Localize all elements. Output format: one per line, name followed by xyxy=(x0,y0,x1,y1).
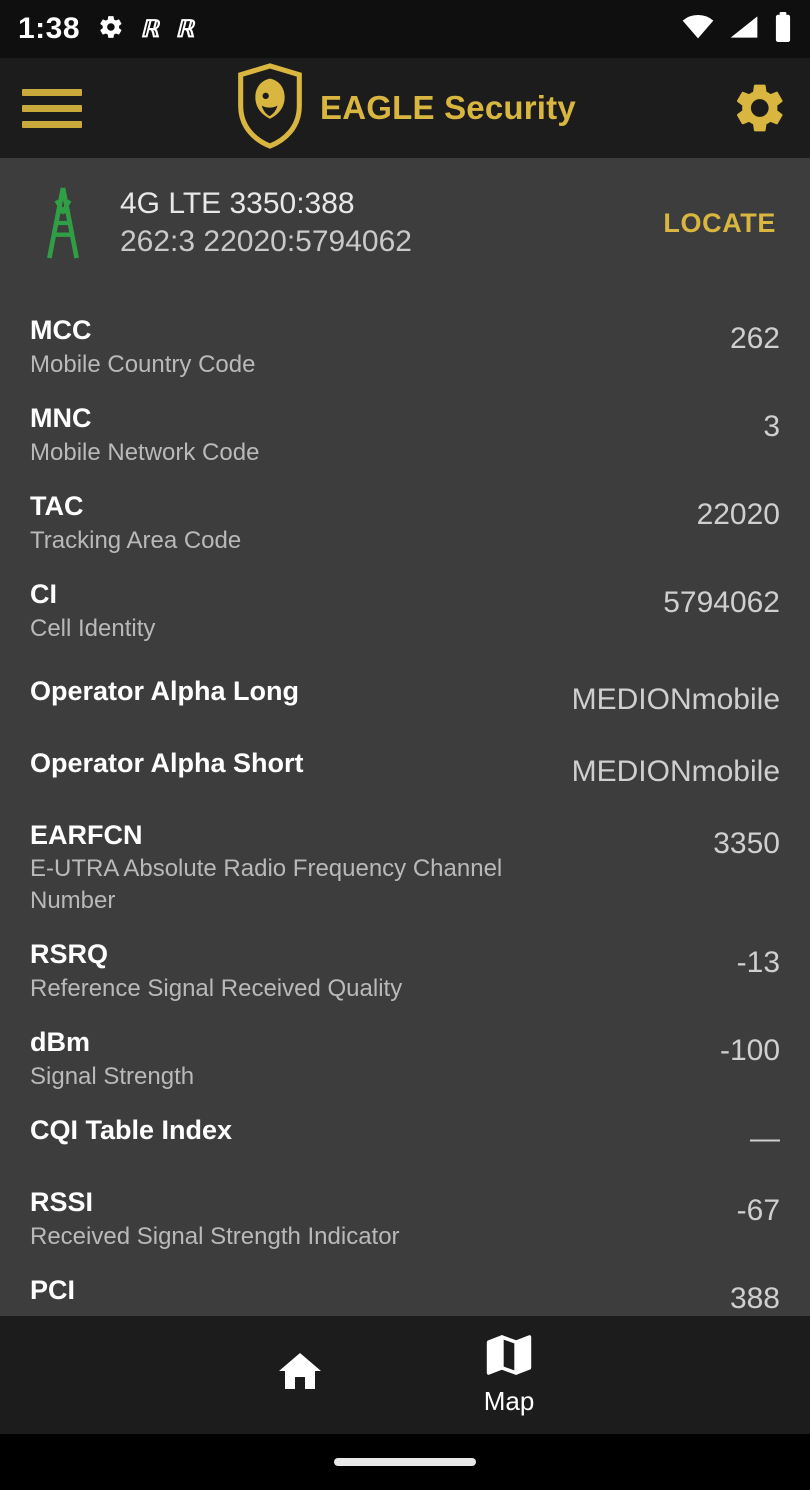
table-row[interactable] xyxy=(30,1114,780,1156)
row-value: — xyxy=(750,1122,780,1156)
signal-icon xyxy=(728,14,760,45)
row-name: Operator Alpha Short xyxy=(30,747,304,778)
cell-detail-list xyxy=(0,284,810,1316)
nav-item-map[interactable] xyxy=(484,1333,535,1417)
cell-tower-icon xyxy=(30,184,96,262)
row-name: dBm xyxy=(30,1026,90,1057)
app-bar xyxy=(0,58,810,158)
table-row[interactable] xyxy=(30,819,780,916)
row-name: EARFCN xyxy=(30,819,143,850)
row-desc: Signal Strength xyxy=(30,1062,195,1090)
r-rated-icon: ℝ xyxy=(175,16,195,43)
row-value: -13 xyxy=(736,945,780,979)
cell-summary xyxy=(120,185,663,262)
battery-icon xyxy=(774,12,792,47)
table-row[interactable] xyxy=(30,578,780,644)
hamburger-menu-icon[interactable] xyxy=(22,89,82,128)
row-name: MNC xyxy=(30,403,92,434)
table-row[interactable] xyxy=(30,747,780,789)
status-notification-icons xyxy=(98,14,194,45)
row-name: TAC xyxy=(30,491,84,522)
table-row[interactable] xyxy=(30,1274,780,1316)
table-row[interactable] xyxy=(30,314,780,380)
gesture-navigation-bar[interactable] xyxy=(0,1434,810,1490)
table-row[interactable] xyxy=(30,675,780,717)
row-value: 3350 xyxy=(713,826,780,860)
status-bar xyxy=(0,0,810,58)
table-row[interactable] xyxy=(30,1186,780,1252)
row-desc: E-UTRA Absolute Radio Frequency Channel Number xyxy=(30,855,503,914)
row-name: CQI Table Index xyxy=(30,1115,233,1146)
cell-summary-line2: 262:3 22020:5794062 xyxy=(120,225,412,258)
table-row[interactable] xyxy=(30,938,780,1004)
row-desc: Mobile Country Code xyxy=(30,350,256,378)
locate-button[interactable]: LOCATE xyxy=(663,207,776,238)
row-desc: Received Signal Strength Indicator xyxy=(30,1223,400,1250)
table-row[interactable] xyxy=(30,402,780,468)
bottom-navigation xyxy=(0,1316,810,1434)
row-desc: Tracking Area Code xyxy=(30,527,242,555)
row-name: RSRQ xyxy=(30,938,109,969)
status-system-icons xyxy=(682,12,792,47)
row-name: CI xyxy=(30,579,57,610)
row-value: MEDIONmobile xyxy=(571,754,780,788)
row-value: MEDIONmobile xyxy=(571,682,780,716)
row-value: -100 xyxy=(719,1033,780,1067)
cell-summary-line1: 4G LTE 3350:388 xyxy=(120,186,355,220)
app-title: EAGLE Security xyxy=(320,89,576,126)
row-name: MCC xyxy=(30,315,92,345)
row-name: Operator Alpha Long xyxy=(30,675,299,706)
row-desc: Mobile Network Code xyxy=(30,439,260,467)
row-value: 3 xyxy=(763,410,780,444)
row-value: -67 xyxy=(736,1194,780,1228)
cell-header[interactable] xyxy=(0,158,810,284)
wifi-icon xyxy=(682,14,714,45)
row-name: PCI xyxy=(30,1275,76,1306)
row-value: 262 xyxy=(729,322,780,355)
gesture-handle[interactable] xyxy=(334,1458,476,1466)
eagle-shield-logo-icon xyxy=(234,63,306,154)
r-rated-icon: ℝ xyxy=(140,16,160,43)
gear-icon[interactable] xyxy=(732,80,788,136)
gear-icon xyxy=(98,14,124,45)
table-row[interactable] xyxy=(30,490,780,556)
status-time: 1:38 xyxy=(18,12,81,45)
row-name: RSSI xyxy=(30,1187,94,1218)
map-icon xyxy=(485,1333,533,1382)
table-row[interactable] xyxy=(30,1026,780,1092)
app-brand xyxy=(0,58,810,158)
home-icon xyxy=(276,1349,324,1398)
row-value: 5794062 xyxy=(663,586,780,620)
nav-item-home[interactable] xyxy=(276,1349,324,1402)
row-desc: Cell Identity xyxy=(30,615,156,643)
nav-map-label: Map xyxy=(483,1386,535,1417)
row-desc: Reference Signal Received Quality xyxy=(30,974,403,1002)
row-value: 22020 xyxy=(696,498,780,532)
row-value: 388 xyxy=(729,1282,780,1316)
